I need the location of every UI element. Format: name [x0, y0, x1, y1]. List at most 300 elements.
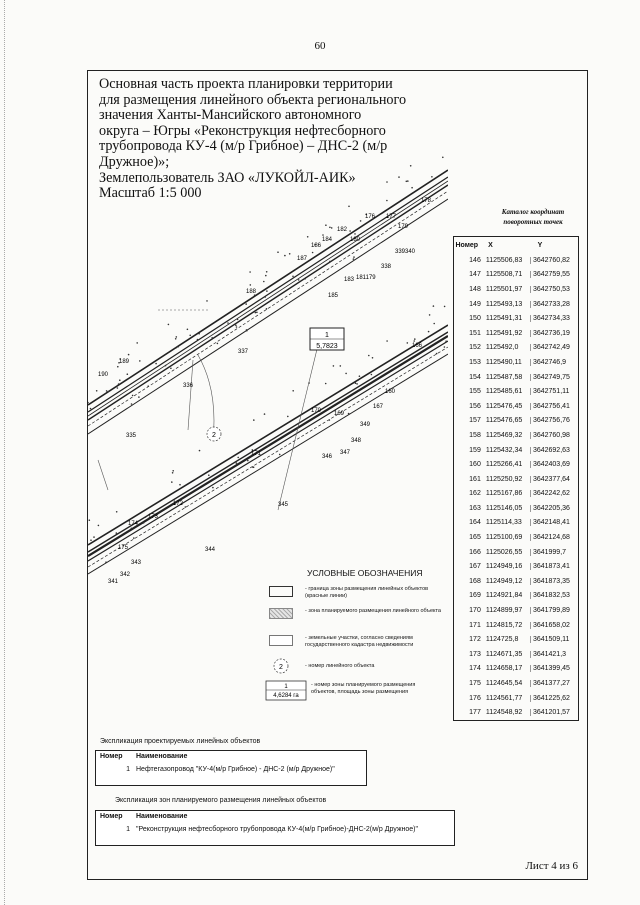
survey-dot: [325, 224, 327, 226]
survey-dot: [360, 220, 362, 222]
survey-dot: [89, 519, 91, 521]
coordinate-catalog-table: [453, 236, 579, 721]
zone-number-symbol: [265, 680, 309, 702]
survey-dot: [266, 308, 268, 310]
point-number: 156: [469, 402, 481, 410]
survey-dot: [189, 335, 191, 337]
survey-dot: [263, 281, 265, 283]
survey-dot: [172, 472, 174, 474]
survey-dot: [131, 403, 133, 405]
catalog-row: [454, 355, 578, 370]
scale-line: Масштаб 1:5 000: [99, 185, 202, 202]
map-point-label: 172: [173, 501, 184, 507]
survey-dot: [147, 385, 149, 387]
survey-dot: [249, 271, 251, 273]
object-number-marker: [207, 427, 221, 441]
col-number: Номер: [455, 241, 479, 249]
survey-dot: [136, 342, 138, 344]
coord-y: 3642760,98: [530, 432, 578, 439]
coord-x: 1125469,32: [485, 431, 523, 439]
cadastre-symbol: [269, 635, 293, 646]
catalog-row: [454, 384, 578, 399]
map-point-label: 335: [126, 433, 137, 439]
point-number: 157: [469, 417, 481, 425]
coord-x: 1125476,65: [485, 417, 523, 425]
survey-dot: [428, 331, 430, 333]
map-point-label: 179: [398, 224, 409, 230]
coord-x: 1124921,84: [485, 592, 523, 600]
legend-text: - номер зоны планируемого размещения объектов, площадь зоны размещения: [311, 682, 416, 695]
survey-dot: [175, 347, 177, 349]
catalog-row: [454, 414, 578, 429]
point-number: 169: [469, 592, 481, 600]
object-number: 2: [212, 432, 216, 439]
coord-y: 3641658,02: [530, 622, 578, 629]
survey-dot: [345, 373, 347, 375]
point-number: 155: [469, 388, 481, 396]
explication-objects-caption: Экспликация проектируемых линейных объектов: [100, 738, 261, 745]
survey-dot: [304, 278, 306, 280]
coord-y: 3642692,63: [530, 447, 578, 454]
survey-dot: [414, 338, 416, 340]
catalog-row: [454, 341, 578, 356]
col-number: Номер: [100, 753, 123, 760]
zone-area: 5,7823: [316, 343, 338, 350]
map-point-label: 339340: [395, 249, 416, 255]
survey-dot: [348, 413, 350, 415]
survey-dot: [96, 390, 98, 392]
catalog-row: [454, 632, 578, 647]
survey-dot: [236, 462, 238, 464]
survey-dot: [155, 363, 157, 365]
coord-x: 1125114,33: [485, 519, 522, 527]
explication-objects-table: [95, 750, 367, 786]
coord-x: 1124815,72: [485, 621, 523, 629]
point-number: 165: [469, 534, 481, 542]
coord-y: 3642751,11: [530, 388, 578, 395]
sample-zone-number: 1: [284, 684, 288, 690]
catalog-row: [454, 370, 578, 385]
survey-dot: [356, 383, 358, 385]
catalog-row: [454, 282, 578, 297]
survey-dot: [340, 365, 342, 367]
coord-x: 1124949,16: [485, 563, 523, 571]
survey-dot: [237, 457, 239, 459]
survey-dot: [143, 522, 145, 524]
catalog-row: [454, 268, 578, 283]
point-number: 152: [469, 344, 481, 352]
survey-dot: [212, 487, 214, 489]
survey-dot: [411, 187, 413, 189]
explication-zones-caption: Экспликация зон планируемого размещения линейных объектов: [115, 797, 327, 804]
coord-x: 1125432,34: [485, 446, 523, 454]
survey-dot: [98, 525, 100, 527]
survey-dot: [386, 340, 388, 342]
coord-x: 1124658,17: [485, 665, 523, 673]
point-number: 176: [469, 694, 481, 702]
point-number: 158: [469, 431, 481, 439]
map-point-label: 174: [128, 521, 139, 527]
survey-dot: [253, 419, 255, 421]
table-row: [96, 823, 454, 837]
row-number: 1: [126, 826, 130, 833]
coord-y: 3641999,7: [530, 549, 578, 556]
map-point-label: 347: [340, 450, 351, 456]
coord-y: 3641799,89: [530, 607, 578, 614]
survey-dot: [132, 395, 134, 397]
coord-x: 1125501,97: [485, 285, 523, 293]
survey-dot: [90, 539, 92, 541]
point-number: 163: [469, 504, 481, 512]
point-number: 160: [469, 461, 481, 469]
survey-dot: [444, 306, 446, 308]
survey-dot: [171, 481, 173, 483]
catalog-row: [454, 589, 578, 604]
point-number: 161: [469, 475, 481, 483]
survey-dot: [436, 353, 438, 355]
catalog-row: [454, 705, 578, 720]
survey-dot: [165, 365, 167, 367]
coord-y: 3642736,19: [530, 330, 578, 337]
catalog-row: [454, 545, 578, 560]
coord-x: 1125508,71: [485, 271, 523, 279]
survey-dot: [185, 506, 187, 508]
survey-dot: [119, 379, 121, 381]
catalog-row: [454, 530, 578, 545]
page-number: 60: [314, 40, 326, 52]
coord-y: 3642734,33: [530, 315, 578, 322]
legend-text: - земельные участки, согласно сведениям государственного кадастра недвижимости: [305, 635, 414, 648]
survey-dot: [179, 484, 181, 486]
survey-dot: [245, 303, 247, 305]
map-point-label: 177: [386, 214, 397, 220]
survey-dot: [131, 528, 133, 530]
coord-x: 1125146,05: [485, 504, 523, 512]
survey-dot: [177, 346, 179, 348]
survey-dot: [116, 511, 118, 513]
coord-x: 1124548,92: [485, 709, 523, 717]
coord-y: 3642742,49: [530, 344, 578, 351]
survey-dot: [117, 366, 119, 368]
map-point-label: 173: [148, 514, 159, 520]
title-line: Дружное)»;: [99, 153, 170, 170]
coord-x: 1125487,58: [485, 373, 523, 381]
legend-text: - зона планируемого размещения линейного объекта: [305, 608, 441, 614]
coord-x: 1124949,12: [485, 577, 523, 585]
survey-dot: [250, 284, 252, 286]
survey-dot: [265, 275, 267, 277]
coord-x: 1124561,77: [485, 694, 523, 702]
survey-dot: [246, 329, 248, 331]
table-row: [96, 763, 366, 777]
col-y: Y: [537, 241, 543, 249]
survey-dot: [324, 250, 326, 252]
legend-text: - граница зоны размещения линейных объектов (красные линии): [305, 586, 429, 599]
coord-x: 1125485,61: [485, 388, 523, 396]
survey-dot: [307, 236, 309, 238]
survey-dot: [284, 255, 286, 257]
catalog-caption: [488, 207, 578, 227]
title-line: значения Ханты-Мансийского автономного: [99, 107, 362, 124]
survey-dot: [349, 230, 351, 232]
survey-dot: [348, 206, 350, 208]
catalog-row: [454, 603, 578, 618]
coord-y: 3642205,36: [530, 505, 578, 512]
legend-title: УСЛОВНЫЕ ОБОЗНАЧЕНИЯ: [307, 568, 423, 578]
survey-dot: [175, 338, 177, 340]
survey-dot: [206, 300, 208, 302]
row-name: Нефтегазопровод "КУ-4(м/р Грибное) - ДНС-2 (м/р Дружное)": [136, 766, 335, 773]
connector-lines: [98, 310, 318, 510]
survey-dot: [433, 305, 435, 307]
coord-x: 1124645,54: [485, 680, 523, 688]
point-number: 149: [469, 300, 481, 308]
survey-dot: [407, 342, 409, 344]
title-line: Основная часть проекта планировки территории: [99, 76, 393, 92]
map-point-label: 341: [108, 579, 119, 585]
title-line: округа – Югры «Реконструкция нефтесборного: [99, 122, 386, 139]
point-labels: [98, 198, 432, 585]
point-number: 174: [469, 665, 481, 673]
coord-x: 1125491,31: [485, 315, 523, 323]
map-point-label: 169: [334, 411, 345, 417]
survey-dot: [93, 536, 95, 538]
catalog-row: [454, 399, 578, 414]
table-header-row: [96, 751, 366, 763]
point-number: 171: [469, 621, 481, 629]
catalog-header-row: [454, 237, 578, 253]
point-number: 154: [469, 373, 481, 381]
catalog-row: [454, 676, 578, 691]
catalog-row: [454, 253, 578, 268]
map-point-label: 345: [278, 502, 289, 508]
map-point-label: 175: [118, 545, 129, 551]
survey-dot: [264, 413, 266, 415]
survey-dot: [236, 326, 238, 328]
survey-dot: [235, 325, 237, 327]
map-point-label: 189: [119, 359, 130, 365]
survey-dot: [117, 387, 119, 389]
survey-dot: [90, 408, 92, 410]
coord-y: 3641873,35: [530, 578, 578, 585]
survey-dot: [386, 181, 388, 183]
survey-dot: [312, 252, 314, 254]
survey-dot: [355, 382, 357, 384]
survey-dot: [406, 181, 408, 183]
map-point-label: 167: [373, 404, 384, 410]
survey-dot: [118, 383, 120, 385]
point-number: 146: [469, 256, 481, 264]
catalog-row: [454, 457, 578, 472]
map-point-label: 178: [421, 198, 432, 204]
survey-dot: [139, 360, 141, 362]
catalog-row: [454, 311, 578, 326]
coord-x: 1125250,92: [485, 475, 523, 483]
survey-dot: [289, 253, 291, 255]
survey-dot: [322, 234, 324, 236]
survey-dot: [331, 227, 333, 229]
col-number: Номер: [100, 813, 123, 820]
coord-y: 3642733,28: [530, 301, 578, 308]
coord-x: 1124725,8: [485, 636, 519, 644]
scan-edge: [0, 0, 5, 905]
survey-dot: [298, 279, 300, 281]
survey-dot: [329, 227, 331, 229]
coord-x: 1125026,55: [485, 548, 523, 556]
coord-y: 3642403,69: [530, 461, 578, 468]
object-number-symbol: [273, 658, 289, 674]
coord-x: 1125167,86: [485, 490, 523, 498]
survey-dot: [106, 390, 108, 392]
catalog-row: [454, 501, 578, 516]
survey-dot: [237, 319, 239, 321]
coord-y: 3641832,53: [530, 592, 578, 599]
point-number: 170: [469, 607, 481, 615]
survey-dot: [255, 312, 257, 314]
survey-dot: [359, 375, 361, 377]
map-point-label: 170: [311, 408, 322, 414]
point-number: 168: [469, 577, 481, 585]
coord-y: 3641509,11: [530, 636, 578, 643]
survey-dot: [386, 200, 388, 202]
survey-dot: [168, 324, 170, 326]
zone-number-box: [310, 328, 344, 350]
survey-dot: [354, 233, 356, 235]
coord-x: 1125492,0: [485, 344, 519, 352]
survey-dot: [333, 365, 335, 367]
survey-dot: [368, 355, 370, 357]
coord-x: 1125490,11: [485, 358, 522, 366]
point-number: 166: [469, 548, 481, 556]
table-header-row: [96, 811, 454, 823]
catalog-row: [454, 472, 578, 487]
map-point-label: 186: [311, 243, 322, 249]
survey-dot: [170, 368, 172, 370]
point-number: 159: [469, 446, 481, 454]
coord-y: 3641377,27: [530, 680, 578, 687]
survey-dot: [407, 180, 409, 182]
survey-dot: [267, 445, 269, 447]
catalog-row: [454, 618, 578, 633]
map-drawing: [88, 150, 448, 600]
coord-x: 1124671,35: [485, 650, 523, 658]
survey-dot: [372, 357, 374, 359]
map-point-label: 184: [322, 237, 333, 243]
survey-dot: [329, 261, 331, 263]
catalog-row: [454, 326, 578, 341]
survey-dot: [353, 256, 355, 258]
col-name: Наименование: [136, 813, 188, 820]
survey-dot: [127, 373, 129, 375]
survey-dot: [329, 419, 331, 421]
map-point-label: 181179: [356, 275, 376, 281]
point-number: 148: [469, 285, 481, 293]
coord-y: 3642756,41: [530, 403, 578, 410]
row-name: "Реконструкция нефтесборного трубопровода КУ-4(м/р Грибное)-ДНС-2(м/р Дружное)": [136, 826, 418, 833]
coord-y: 3642756,76: [530, 417, 578, 424]
coord-y: 3642242,62: [530, 490, 578, 497]
survey-dot: [199, 450, 201, 452]
map-point-label: 348: [351, 438, 362, 444]
point-number: 167: [469, 563, 481, 571]
coord-y: 3641201,57: [530, 709, 578, 716]
survey-dot: [133, 537, 135, 539]
catalog-row: [454, 443, 578, 458]
catalog-row: [454, 691, 578, 706]
legend-text: - номер линейного объекта: [305, 663, 375, 669]
survey-dot: [128, 354, 130, 356]
survey-dot: [442, 157, 444, 159]
coord-y: 3641399,45: [530, 665, 578, 672]
survey-dot: [108, 391, 110, 393]
survey-dot: [371, 374, 373, 376]
coord-x: 1124899,97: [485, 607, 523, 615]
survey-dot: [433, 323, 435, 325]
survey-dot: [172, 470, 174, 472]
lower-pipeline-corridor: [88, 325, 448, 574]
survey-dot: [445, 340, 447, 342]
survey-dot: [279, 454, 281, 456]
map-point-label: 343: [131, 560, 142, 566]
land-user-line: Землепользователь ЗАО «ЛУКОЙЛ-АИК»: [99, 169, 356, 186]
catalog-row: [454, 516, 578, 531]
survey-dot: [292, 390, 294, 392]
catalog-caption-line: Каталог координат: [501, 208, 565, 216]
survey-dot: [287, 416, 289, 418]
col-x: X: [488, 241, 493, 249]
survey-dot: [266, 290, 268, 292]
survey-dot: [264, 296, 266, 298]
survey-dot: [105, 561, 107, 563]
survey-dot: [88, 402, 89, 404]
coord-y: 3642148,41: [530, 519, 578, 526]
survey-dot: [247, 460, 249, 462]
coord-y: 3642377,64: [530, 476, 578, 483]
map-point-label: 171: [251, 451, 262, 457]
survey-dot: [197, 339, 199, 341]
survey-dot: [398, 176, 400, 178]
survey-dot: [145, 516, 147, 518]
catalog-row: [454, 487, 578, 502]
survey-dot: [353, 258, 355, 260]
row-number: 1: [126, 766, 130, 773]
survey-dot: [208, 474, 210, 476]
coord-y: 3641225,62: [530, 695, 578, 702]
map-point-label: 188: [246, 289, 257, 295]
coord-y: 3642124,68: [530, 534, 578, 541]
map-point-label: 187: [297, 256, 308, 262]
coord-y: 3642746,9: [530, 359, 578, 366]
map-point-label: 349: [360, 422, 371, 428]
point-number: 151: [469, 329, 481, 337]
survey-dot: [256, 312, 258, 314]
survey-dot: [253, 466, 255, 468]
point-number: 147: [469, 271, 481, 279]
sheet-number: Лист 4 из 6: [525, 860, 578, 872]
catalog-row: [454, 662, 578, 677]
map-point-label: 183: [344, 277, 355, 283]
map-point-label: 180: [350, 237, 361, 243]
map-point-label: 190: [98, 372, 109, 378]
coord-y: 3642760,82: [530, 257, 578, 264]
map-point-label: 185: [328, 293, 339, 299]
map-point-label: 336: [183, 383, 194, 389]
survey-dot: [227, 322, 229, 324]
title-line: трубопровода КУ-4 (м/р Грибное) – ДНС-2 (м/р: [99, 138, 388, 155]
catalog-row: [454, 574, 578, 589]
survey-dot: [266, 271, 268, 273]
point-number: 173: [469, 650, 481, 658]
